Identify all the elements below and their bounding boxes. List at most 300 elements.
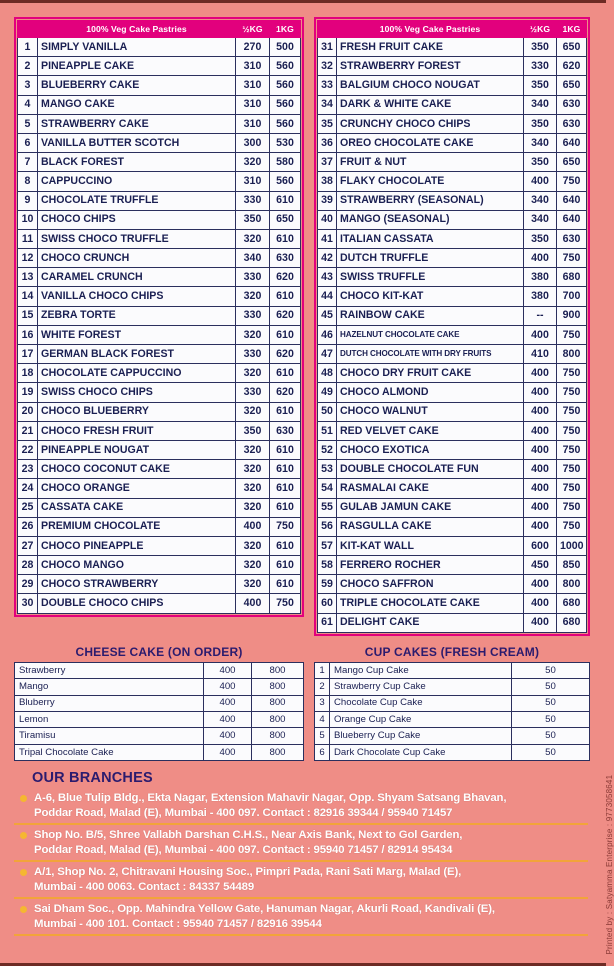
table-row (18, 306, 301, 325)
row-price-one-kg: 900 (557, 306, 587, 325)
row-price-half-kg: 320 (236, 287, 270, 306)
row-price-one-kg: 1000 (557, 536, 587, 555)
table-header-row (318, 21, 587, 38)
table-row (318, 133, 587, 152)
table-row (18, 114, 301, 133)
row-number: 10 (18, 210, 38, 229)
table-row (318, 517, 587, 536)
branch-contact-line: Poddar Road, Malad (E), Mumbai - 400 097. Contact : 95940 71457 / 82914 95434 (34, 843, 453, 856)
row-item-name: Mango Cup Cake (330, 662, 512, 678)
branch-item (14, 788, 588, 825)
row-price-half-kg: 320 (236, 536, 270, 555)
row-price-one-kg: 610 (270, 556, 301, 575)
row-price-one-kg: 650 (557, 38, 587, 57)
cup-cakes-title: CUP CAKES (FRESH CREAM) (364, 644, 540, 659)
table-row (318, 268, 587, 287)
row-item-name: FERRERO ROCHER (337, 556, 524, 575)
table-row (18, 191, 301, 210)
row-number: 26 (18, 517, 38, 536)
cheese-cake-body (15, 662, 304, 760)
table-row (18, 383, 301, 402)
row-number: 2 (18, 57, 38, 76)
table-row (318, 95, 587, 114)
table-row (315, 695, 590, 711)
row-number: 2 (315, 679, 330, 695)
branch-contact-line: Mumbai - 400 0063. Contact : 84337 54489 (34, 880, 255, 893)
row-price-half-kg: 450 (524, 556, 557, 575)
row-number: 35 (318, 114, 337, 133)
cup-cakes-section (314, 643, 590, 761)
row-item-name: FLAKY CHOCOLATE (337, 172, 524, 191)
table-row (318, 172, 587, 191)
row-price-one-kg: 750 (270, 517, 301, 536)
table-row (18, 460, 301, 479)
header-no (18, 21, 38, 38)
row-price-one-kg: 640 (557, 210, 587, 229)
row-price-one-kg: 620 (270, 345, 301, 364)
row-price-half-kg: 330 (236, 191, 270, 210)
row-price-half-kg: -- (524, 306, 557, 325)
row-price-one-kg: 680 (557, 613, 587, 632)
row-item-name: SWISS CHOCO CHIPS (38, 383, 236, 402)
row-price-half-kg: 400 (524, 421, 557, 440)
row-number: 54 (318, 479, 337, 498)
header-item-name: 100% Veg Cake Pastries (337, 21, 524, 38)
row-price-half-kg: 340 (524, 210, 557, 229)
table-row (18, 498, 301, 517)
row-number: 22 (18, 440, 38, 459)
price-table-right-wrap (314, 17, 590, 636)
row-price-half-kg: 320 (236, 460, 270, 479)
table-row (18, 172, 301, 191)
row-price-one-kg: 750 (557, 325, 587, 344)
row-number: 32 (318, 57, 337, 76)
row-price-one-kg: 530 (270, 133, 301, 152)
row-item-name: CHOCO SAFFRON (337, 575, 524, 594)
row-item-name: PINEAPPLE CAKE (38, 57, 236, 76)
row-number: 5 (18, 114, 38, 133)
row-price-half-kg: 400 (524, 249, 557, 268)
row-number: 27 (18, 536, 38, 555)
row-item-name: WHITE FOREST (38, 325, 236, 344)
row-price-half-kg: 350 (236, 210, 270, 229)
row-item-name: SIMPLY VANILLA (38, 38, 236, 57)
row-item-name: CHOCOLATE TRUFFLE (38, 191, 236, 210)
table-row (318, 383, 587, 402)
row-number: 12 (18, 249, 38, 268)
table-row (318, 287, 587, 306)
row-price-one-kg: 630 (270, 421, 301, 440)
row-number: 15 (18, 306, 38, 325)
row-number: 60 (318, 594, 337, 613)
row-price-half-kg: 350 (524, 76, 557, 95)
row-number: 24 (18, 479, 38, 498)
row-price-half-kg: 320 (236, 402, 270, 421)
table-row (318, 229, 587, 248)
row-item-name: CHOCOLATE CAPPUCCINO (38, 364, 236, 383)
row-price-half-kg: 400 (524, 594, 557, 613)
row-price-one-kg: 560 (270, 95, 301, 114)
header-one-kg: 1KG (270, 21, 301, 38)
row-price-one-kg: 640 (557, 133, 587, 152)
row-item-name: CASSATA CAKE (38, 498, 236, 517)
row-item-name: BALGIUM CHOCO NOUGAT (337, 76, 524, 95)
row-item-name: SWISS TRUFFLE (337, 268, 524, 287)
row-number: 53 (318, 460, 337, 479)
row-item-name: BLACK FOREST (38, 153, 236, 172)
row-price-half-kg: 400 (524, 440, 557, 459)
row-price-half-kg: 400 (204, 695, 252, 711)
branch-item (14, 899, 588, 936)
row-number: 4 (315, 711, 330, 727)
row-number: 43 (318, 268, 337, 287)
table-row (18, 57, 301, 76)
row-price-one-kg: 800 (252, 679, 304, 695)
row-price-one-kg: 650 (557, 76, 587, 95)
row-price-one-kg: 610 (270, 440, 301, 459)
row-item-name: Blueberry Cup Cake (330, 728, 512, 744)
branch-item (14, 825, 588, 862)
branch-item (14, 862, 588, 899)
table-row (318, 249, 587, 268)
row-price-one-kg: 560 (270, 114, 301, 133)
row-item-name: ITALIAN CASSATA (337, 229, 524, 248)
table-row (18, 479, 301, 498)
row-number: 13 (18, 268, 38, 287)
price-table-left-wrap (14, 17, 304, 617)
row-price-half-kg: 320 (236, 498, 270, 517)
table-row (318, 440, 587, 459)
row-price-one-kg: 750 (557, 421, 587, 440)
table-row (18, 345, 301, 364)
row-price-half-kg: 310 (236, 76, 270, 95)
row-number: 6 (18, 133, 38, 152)
header-half-kg: ½KG (524, 21, 557, 38)
row-price-one-kg: 750 (270, 594, 301, 613)
table-row (318, 345, 587, 364)
row-number: 51 (318, 421, 337, 440)
table-row (18, 133, 301, 152)
bullet-icon (20, 869, 27, 876)
table-row (18, 229, 301, 248)
row-item-name: OREO CHOCOLATE CAKE (337, 133, 524, 152)
table-row (15, 695, 304, 711)
row-price-half-kg: 400 (204, 679, 252, 695)
row-price-one-kg: 610 (270, 460, 301, 479)
branch-address-line: Shop No. B/5, Shree Vallabh Darshan C.H.S., Near Axis Bank, Next to Gol Garden, (34, 829, 463, 842)
table-row (18, 325, 301, 344)
row-price-one-kg: 850 (557, 556, 587, 575)
row-item-name: CHOCO CHIPS (38, 210, 236, 229)
row-number: 1 (315, 662, 330, 678)
row-price-one-kg: 650 (557, 153, 587, 172)
row-price-half-kg: 380 (524, 287, 557, 306)
table-row (18, 210, 301, 229)
row-number: 49 (318, 383, 337, 402)
row-item-name: MANGO (SEASONAL) (337, 210, 524, 229)
row-item-name: STRAWBERRY CAKE (38, 114, 236, 133)
row-price-one-kg: 610 (270, 191, 301, 210)
row-number: 23 (18, 460, 38, 479)
row-price-half-kg: 340 (524, 133, 557, 152)
row-number: 59 (318, 575, 337, 594)
branch-address-line: A-6, Blue Tulip Bldg., Ekta Nagar, Extension Mahavir Nagar, Opp. Shyam Satsang Bhavan, (34, 792, 507, 805)
row-price-half-kg: 320 (236, 153, 270, 172)
row-item-name: DUTCH TRUFFLE (337, 249, 524, 268)
row-item-name: SWISS CHOCO TRUFFLE (38, 229, 236, 248)
cup-cakes-table (314, 662, 590, 761)
row-item-name: Chocolate Cup Cake (330, 695, 512, 711)
row-price-one-kg: 610 (270, 575, 301, 594)
header-one-kg: 1KG (557, 21, 587, 38)
row-price-half-kg: 350 (524, 229, 557, 248)
table-row (18, 364, 301, 383)
table-row (18, 421, 301, 440)
row-item-name: CHOCO MANGO (38, 556, 236, 575)
row-price-one-kg: 750 (557, 479, 587, 498)
row-item-name: CHOCO KIT-KAT (337, 287, 524, 306)
branches-title: OUR BRANCHES (32, 770, 153, 787)
row-price-half-kg: 400 (524, 498, 557, 517)
row-price: 50 (512, 679, 590, 695)
row-price-half-kg: 320 (236, 325, 270, 344)
row-number: 4 (18, 95, 38, 114)
row-price-half-kg: 350 (236, 421, 270, 440)
table-row (318, 421, 587, 440)
table-row (318, 536, 587, 555)
row-price-one-kg: 750 (557, 172, 587, 191)
row-item-name: CHOCO WALNUT (337, 402, 524, 421)
row-number: 47 (318, 345, 337, 364)
row-number: 36 (318, 133, 337, 152)
table-row (18, 594, 301, 613)
row-number: 18 (18, 364, 38, 383)
row-item-name: CHOCO FRESH FRUIT (38, 421, 236, 440)
bullet-icon (20, 906, 27, 913)
row-item-name: DOUBLE CHOCOLATE FUN (337, 460, 524, 479)
row-price-one-kg: 630 (270, 249, 301, 268)
row-item-name: STRAWBERRY FOREST (337, 57, 524, 76)
row-price: 50 (512, 695, 590, 711)
row-item-name: DELIGHT CAKE (337, 613, 524, 632)
row-price-half-kg: 410 (524, 345, 557, 364)
row-price-half-kg: 330 (236, 383, 270, 402)
row-price-half-kg: 400 (524, 364, 557, 383)
row-number: 61 (318, 613, 337, 632)
row-price-one-kg: 700 (557, 287, 587, 306)
row-price-one-kg: 680 (557, 268, 587, 287)
row-price-half-kg: 330 (236, 345, 270, 364)
row-price-one-kg: 610 (270, 402, 301, 421)
row-item-name: FRUIT & NUT (337, 153, 524, 172)
row-item-name: Tiramisu (15, 728, 204, 744)
row-price-one-kg: 610 (270, 498, 301, 517)
row-number: 33 (318, 76, 337, 95)
table-row (18, 76, 301, 95)
row-number: 6 (315, 744, 330, 760)
row-item-name: VANILLA CHOCO CHIPS (38, 287, 236, 306)
row-number: 42 (318, 249, 337, 268)
row-price: 50 (512, 728, 590, 744)
row-price-one-kg: 640 (557, 191, 587, 210)
table-row (318, 402, 587, 421)
row-item-name: RAINBOW CAKE (337, 306, 524, 325)
table-row (318, 76, 587, 95)
table-row (18, 517, 301, 536)
row-number: 45 (318, 306, 337, 325)
row-price-half-kg: 400 (204, 744, 252, 760)
row-price-one-kg: 680 (557, 594, 587, 613)
row-price-one-kg: 630 (557, 229, 587, 248)
table-row (15, 728, 304, 744)
table-row (318, 594, 587, 613)
printer-credit: Printed by : Satyamma Enterprise : 9773058641 (605, 774, 614, 955)
table-row (318, 460, 587, 479)
row-price-one-kg: 620 (270, 306, 301, 325)
row-price-one-kg: 630 (557, 114, 587, 133)
branch-contact-line: Mumbai - 400 101. Contact : 95940 71457 / 82916 39544 (34, 917, 322, 930)
row-number: 7 (18, 153, 38, 172)
table-row (18, 440, 301, 459)
row-price-one-kg: 560 (270, 57, 301, 76)
row-item-name: Dark Chocolate Cup Cake (330, 744, 512, 760)
cup-cakes-body (315, 662, 590, 760)
row-price-half-kg: 350 (524, 38, 557, 57)
table-row (15, 662, 304, 678)
row-item-name: CHOCO EXOTICA (337, 440, 524, 459)
row-price-half-kg: 400 (524, 479, 557, 498)
row-price-one-kg: 750 (557, 460, 587, 479)
table-row (18, 38, 301, 57)
row-item-name: DARK & WHITE CAKE (337, 95, 524, 114)
row-price-one-kg: 800 (252, 728, 304, 744)
table-row (318, 479, 587, 498)
row-price-one-kg: 650 (270, 210, 301, 229)
row-price: 50 (512, 662, 590, 678)
row-item-name: RED VELVET CAKE (337, 421, 524, 440)
table-row (18, 556, 301, 575)
row-item-name: VANILLA BUTTER SCOTCH (38, 133, 236, 152)
row-item-name: Mango (15, 679, 204, 695)
row-item-name: GERMAN BLACK FOREST (38, 345, 236, 364)
row-number: 31 (318, 38, 337, 57)
branches-section (14, 770, 588, 936)
row-price-half-kg: 310 (236, 114, 270, 133)
row-item-name: CHOCO DRY FRUIT CAKE (337, 364, 524, 383)
row-price-one-kg: 620 (557, 57, 587, 76)
row-item-name: CHOCO STRAWBERRY (38, 575, 236, 594)
row-price-one-kg: 750 (557, 498, 587, 517)
table-row (318, 114, 587, 133)
row-price-half-kg: 400 (524, 460, 557, 479)
cheese-cake-section (14, 643, 304, 761)
row-item-name: CHOCO PINEAPPLE (38, 536, 236, 555)
main-price-tables (14, 17, 596, 636)
row-item-name: HAZELNUT CHOCOLATE CAKE (337, 325, 524, 344)
branch-address-line: Sai Dham Soc., Opp. Mahindra Yellow Gate, Hanuman Nagar, Akurli Road, Kandivali (E), (34, 903, 495, 916)
row-item-name: CHOCO BLUEBERRY (38, 402, 236, 421)
row-price-half-kg: 310 (236, 172, 270, 191)
row-number: 9 (18, 191, 38, 210)
row-price-half-kg: 340 (524, 191, 557, 210)
row-item-name: GULAB JAMUN CAKE (337, 498, 524, 517)
table-row (18, 287, 301, 306)
row-price-half-kg: 400 (524, 402, 557, 421)
row-price-half-kg: 380 (524, 268, 557, 287)
row-price-one-kg: 800 (252, 711, 304, 727)
header-item-name: 100% Veg Cake Pastries (38, 21, 236, 38)
row-price-one-kg: 620 (270, 383, 301, 402)
row-price-one-kg: 610 (270, 536, 301, 555)
row-price-half-kg: 350 (524, 114, 557, 133)
row-price-half-kg: 320 (236, 479, 270, 498)
row-price-one-kg: 750 (557, 249, 587, 268)
row-price-one-kg: 750 (557, 517, 587, 536)
row-item-name: FRESH FRUIT CAKE (337, 38, 524, 57)
row-price-one-kg: 610 (270, 325, 301, 344)
row-price: 50 (512, 744, 590, 760)
row-price-one-kg: 630 (557, 95, 587, 114)
row-price-half-kg: 310 (236, 57, 270, 76)
row-price-one-kg: 560 (270, 172, 301, 191)
row-number: 3 (315, 695, 330, 711)
row-price-half-kg: 400 (524, 613, 557, 632)
row-price-one-kg: 750 (557, 402, 587, 421)
row-item-name: PINEAPPLE NOUGAT (38, 440, 236, 459)
table-row (318, 210, 587, 229)
row-price-one-kg: 800 (557, 345, 587, 364)
row-item-name: DOUBLE CHOCO CHIPS (38, 594, 236, 613)
row-price-one-kg: 800 (252, 662, 304, 678)
row-price: 50 (512, 711, 590, 727)
table-row (18, 249, 301, 268)
row-price-half-kg: 400 (204, 711, 252, 727)
cheese-cake-table (14, 662, 304, 761)
table-row (318, 57, 587, 76)
row-price-half-kg: 400 (204, 728, 252, 744)
table-row (18, 402, 301, 421)
row-number: 8 (18, 172, 38, 191)
table-row (315, 744, 590, 760)
table-row (318, 613, 587, 632)
row-price-one-kg: 580 (270, 153, 301, 172)
row-price-one-kg: 610 (270, 229, 301, 248)
row-item-name: KIT-KAT WALL (337, 536, 524, 555)
row-price-half-kg: 400 (524, 172, 557, 191)
row-item-name: PREMIUM CHOCOLATE (38, 517, 236, 536)
row-price-half-kg: 400 (236, 517, 270, 536)
table-row (15, 711, 304, 727)
table-row (318, 325, 587, 344)
row-price-half-kg: 400 (236, 594, 270, 613)
row-number: 50 (318, 402, 337, 421)
row-number: 40 (318, 210, 337, 229)
branch-address-line: A/1, Shop No. 2, Chitravani Housing Soc., Pimpri Pada, Rani Sati Marg, Malad (E), (34, 866, 462, 879)
row-price-half-kg: 340 (236, 249, 270, 268)
row-number: 17 (18, 345, 38, 364)
branches-list (14, 788, 588, 936)
row-item-name: CHOCO CRUNCH (38, 249, 236, 268)
row-number: 48 (318, 364, 337, 383)
row-number: 19 (18, 383, 38, 402)
row-number: 21 (18, 421, 38, 440)
row-number: 25 (18, 498, 38, 517)
table-row (318, 191, 587, 210)
table-row (315, 711, 590, 727)
row-price-one-kg: 750 (557, 383, 587, 402)
row-price-half-kg: 320 (236, 556, 270, 575)
table-row (318, 38, 587, 57)
